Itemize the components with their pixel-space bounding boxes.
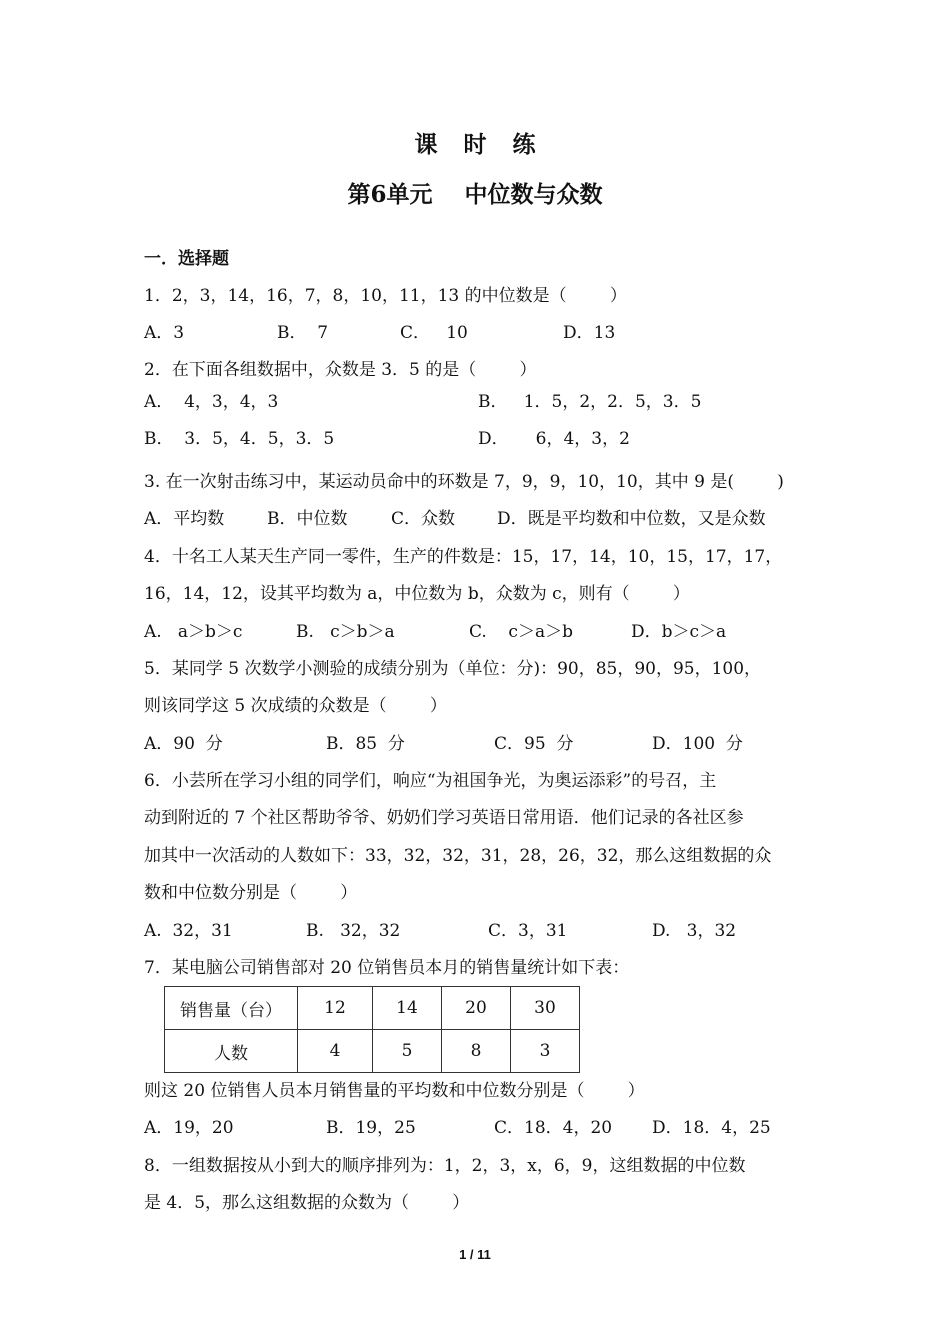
question-1-option-d: D．13	[563, 323, 616, 343]
table-row	[165, 1030, 580, 1073]
question-2-option-a: A． 4，3，4，3	[144, 392, 279, 412]
question-5-option-a: A．90 分	[144, 734, 223, 754]
question-1-option-c: C． 10	[400, 323, 468, 343]
question-7-followup: 则这 20 位销售人员本月销售量的平均数和中位数分别是（ ）	[144, 1081, 645, 1101]
question-3-option-c: C．众数	[391, 509, 456, 529]
question-1-stem: 1．2，3，14，16，7，8，10，11，13 的中位数是（ ）	[144, 286, 627, 306]
question-6-option-d: D. 3，32	[652, 921, 737, 941]
question-3-stem: 3. 在一次射击练习中，某运动员命中的环数是 7，9，9，10，10，其中 9 是( )	[144, 472, 784, 492]
question-1-option-a: A．3	[144, 323, 185, 343]
question-3-option-b: B．中位数	[267, 509, 348, 529]
table-cell: 8	[442, 1030, 511, 1073]
question-2-option-b: B． 1．5，2，2．5，3．5	[478, 392, 702, 412]
question-5-stem-line-2: 则该同学这 5 次成绩的众数是（ ）	[144, 696, 447, 716]
table-cell: 4	[298, 1030, 373, 1073]
question-5-option-d: D．100 分	[652, 734, 743, 754]
question-7-stem: 7．某电脑公司销售部对 20 位销售员本月的销售量统计如下表：	[144, 958, 630, 978]
page-subtitle: 第6单元 中位数与众数	[347, 181, 603, 208]
sales-table	[164, 986, 580, 1073]
section-heading: 一．选择题	[144, 249, 229, 269]
question-6-option-c: C．3，31	[488, 921, 568, 941]
page-title: 课时练	[414, 131, 562, 158]
table-row	[165, 987, 580, 1030]
question-7-option-d: D．18．4，25	[652, 1118, 771, 1138]
table-header-cell: 14	[373, 987, 442, 1030]
question-6-stem-line-4: 数和中位数分别是（ ）	[144, 883, 358, 903]
question-7-option-b: B．19，25	[326, 1118, 416, 1138]
question-4-stem-line-2: 16，14，12，设其平均数为 a，中位数为 b，众数为 c，则有（ ）	[144, 584, 690, 604]
question-4-stem-line-1: 4．十名工人某天生产同一零件，生产的件数是：15，17，14，10，15，17，17，	[144, 547, 783, 567]
question-6-option-a: A. 32，31	[144, 921, 233, 941]
question-2-option-c: B． 3．5，4．5，3．5	[144, 429, 335, 449]
question-4-option-d: D．b＞c＞a	[631, 622, 727, 642]
question-6-option-b: B. 32，32	[306, 921, 401, 941]
question-7-option-a: A．19，20	[144, 1118, 234, 1138]
question-5-stem-line-1: 5．某同学 5 次数学小测验的成绩分别为（单位：分)：90，85，90，95，100，	[144, 659, 762, 679]
question-8-stem-line-2: 是 4．5，那么这组数据的众数为（ ）	[144, 1193, 470, 1213]
table-header-cell: 12	[298, 987, 373, 1030]
question-8-stem-line-1: 8．一组数据按从小到大的顺序排列为：1，2，3，x，6，9，这组数据的中位数	[144, 1156, 746, 1176]
question-4-option-b: B. c＞b＞a	[296, 622, 395, 642]
question-3-option-d: D．既是平均数和中位数，又是众数	[497, 509, 766, 529]
question-2-stem: 2．在下面各组数据中，众数是 3．5 的是（ ）	[144, 360, 537, 380]
table-header-cell: 30	[511, 987, 580, 1030]
table-cell: 人数	[165, 1030, 298, 1073]
table-header-cell: 销售量（台）	[165, 987, 298, 1030]
question-3-option-a: A．平均数	[144, 509, 225, 529]
page-number: 1 / 11	[459, 1247, 491, 1262]
question-6-stem-line-2: 动到附近的 7 个社区帮助爷爷、奶奶们学习英语日常用语．他们记录的各社区参	[144, 808, 744, 828]
question-4-option-a: A. a＞b＞c	[144, 622, 243, 642]
table-cell: 5	[373, 1030, 442, 1073]
question-1-option-b: B． 7	[277, 323, 329, 343]
question-6-stem-line-3: 加其中一次活动的人数如下：33，32，32，31，28，26，32，那么这组数据的众	[144, 846, 772, 866]
question-2-option-d: D． 6，4，3，2	[478, 429, 630, 449]
question-5-option-c: C．95 分	[494, 734, 574, 754]
question-4-option-c: C. c＞a＞b	[469, 622, 573, 642]
question-7-option-c: C．18．4，20	[494, 1118, 613, 1138]
table-cell: 3	[511, 1030, 580, 1073]
question-6-stem-line-1: 6．小芸所在学习小组的同学们，响应“为祖国争光，为奥运添彩”的号召，主	[144, 771, 717, 791]
table-header-cell: 20	[442, 987, 511, 1030]
question-5-option-b: B．85 分	[326, 734, 405, 754]
